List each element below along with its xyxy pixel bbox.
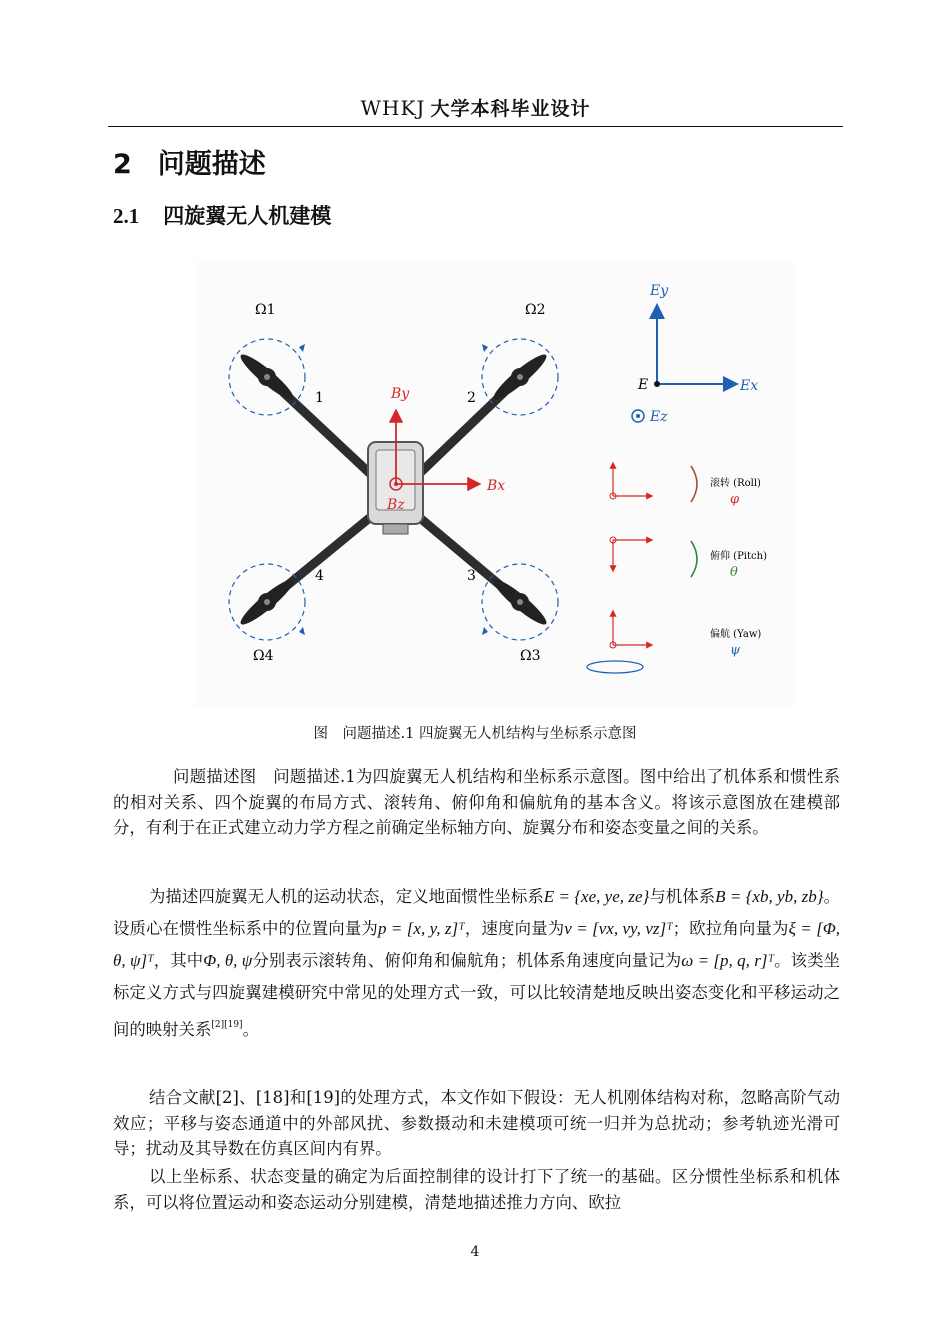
rotor-label-4: Ω4 (253, 648, 274, 664)
math-position: p = [x, y, z]ᵀ (377, 919, 465, 938)
p2-text-a: 为描述四旋翼无人机的运动状态，定义地面惯性坐标系 (149, 887, 544, 906)
paragraph-3: 结合文献[2]、[18]和[19]的处理方式，本文作如下假设：无人机刚体结构对称，忽略高阶气动效应；平移与姿态通道中的外部风扰、参数摄动和未建模项可统一归并为总扰动；参考轨迹光滑可导；扰动及其导数在仿真区间内有界。 (113, 1088, 840, 1158)
p2-text-f: ，其中 (153, 951, 204, 970)
yaw-symbol: ψ (730, 643, 741, 658)
citation-19: [19] (224, 1020, 243, 1030)
rotor-label-3: Ω3 (520, 648, 541, 664)
math-velocity: v = [vx, vy, vz]ᵀ (564, 919, 673, 938)
section-number: 2.1 (113, 204, 140, 228)
section-title: 四旋翼无人机建模 (163, 204, 332, 228)
quadrotor-figure (195, 262, 795, 707)
math-angles: Φ, θ, ψ (203, 951, 253, 970)
paragraph-2 (113, 881, 840, 1046)
pitch-label: 俯仰 (Pitch) (710, 551, 767, 562)
math-angular-velocity: ω = [p, q, r]ᵀ (681, 951, 775, 970)
section-heading (113, 200, 331, 230)
arm-number-2: 2 (467, 390, 476, 406)
math-inertial-frame: E = {xe, ye, ze} (543, 887, 650, 906)
roll-symbol: φ (730, 492, 740, 507)
quadrotor-diagram (195, 262, 795, 707)
rotor-label-2: Ω2 (525, 302, 546, 318)
body-axis-y-label: By (391, 386, 410, 402)
figure-caption: 图 问题描述.1 四旋翼无人机结构与坐标系示意图 (313, 726, 637, 742)
chapter-heading (113, 142, 266, 181)
arm-number-4: 4 (315, 568, 324, 584)
p2-text-b: 与机体系 (649, 887, 716, 906)
roll-label: 滚转 (Roll) (710, 478, 761, 489)
p2-text-d: ，速度向量为 (464, 919, 565, 938)
paragraph-4: 以上坐标系、状态变量的确定为后面控制律的设计打下了统一的基础。区分惯性坐标系和机体系，可以将位置运动和姿态运动分别建模，清楚地描述推力方向、欧拉 (113, 1167, 840, 1212)
citation-2: [2] (211, 1020, 225, 1030)
p2-text-g: 分别表示滚转角、俯仰角和偏航角；机体系角速度向量记为 (252, 951, 682, 970)
p2-text-e: ；欧拉角向量为 (672, 919, 789, 938)
body-axis-x-label: Bx (487, 478, 506, 494)
math-body-frame: B = {xb, yb, zb} (715, 887, 824, 906)
pitch-symbol: θ (730, 565, 738, 580)
inertial-origin-label: E (638, 377, 649, 393)
page-header (108, 92, 843, 127)
p2-text-h: 。该类坐标定义方式与四旋翼建模研究中常见的处理方式一致，可以比较清楚地反映出姿态变化和平移运动之间的映射关系 (113, 951, 841, 1039)
page-number: 4 (470, 1244, 480, 1260)
chapter-title: 问题描述 (157, 149, 266, 180)
rotor-label-1: Ω1 (255, 302, 276, 318)
drone-battery (383, 524, 408, 534)
arm-number-1: 1 (315, 390, 324, 406)
chapter-number: 2 (113, 149, 132, 180)
body-axis-z-label: Bz (387, 497, 405, 513)
math-euler: ξ = [Φ, θ, ψ]ᵀ (113, 919, 841, 970)
header-latin: WHKJ (360, 96, 426, 120)
yaw-label: 偏航 (Yaw) (710, 629, 762, 640)
arm-number-3: 3 (467, 568, 476, 584)
inertial-axis-x-label: Ex (740, 378, 759, 394)
p2-text-end: 。 (242, 1020, 259, 1039)
inertial-axis-z-label: Ez (650, 409, 668, 425)
header-title: 大学本科毕业设计 (430, 98, 591, 120)
p2-text-c: 。设质心在惯性坐标系中的位置向量为 (113, 887, 841, 938)
inertial-axis-y-label: Ey (650, 283, 669, 299)
paragraph-1: 问题描述图 问题描述.1为四旋翼无人机结构和坐标系示意图。图中给出了机体系和惯性系的相对关系、四个旋翼的布局方式、滚转角、俯仰角和偏航角的基本含义。将该示意图放在建模部分，有利于在正式建立动力学方程之前确定坐标轴方向、旋翼分布和姿态变量之间的关系。 (113, 767, 840, 837)
